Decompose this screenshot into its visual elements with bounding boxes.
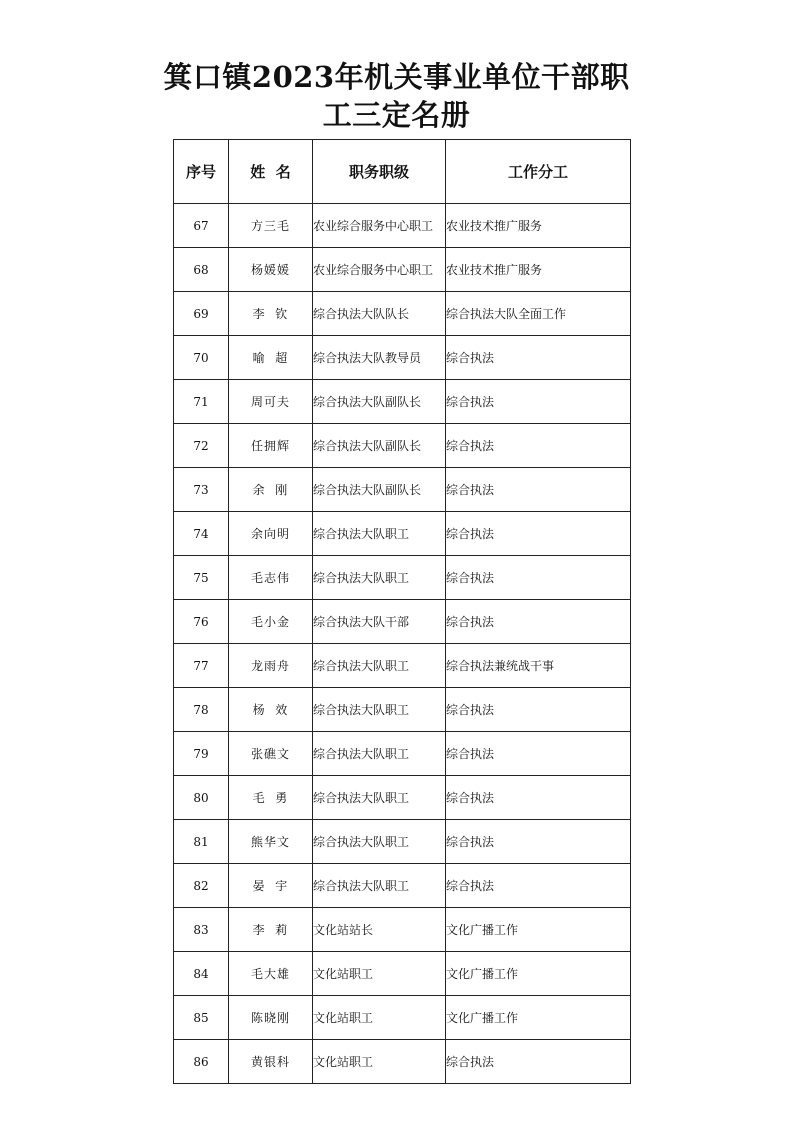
cell-position: 文化站职工 xyxy=(313,952,446,996)
cell-serial-number: 80 xyxy=(174,776,229,820)
cell-serial-number: 68 xyxy=(174,248,229,292)
cell-serial-number: 78 xyxy=(174,688,229,732)
cell-duty: 农业技术推广服务 xyxy=(446,204,631,248)
title-line-2: 工三定名册 xyxy=(322,98,471,132)
cell-position: 综合执法大队职工 xyxy=(313,776,446,820)
cell-position: 综合执法大队副队长 xyxy=(313,468,446,512)
header-duty: 工作分工 xyxy=(446,140,631,204)
cell-name: 杨媛媛 xyxy=(229,248,313,292)
cell-name: 李 莉 xyxy=(229,908,313,952)
table-row xyxy=(174,424,631,468)
cell-position: 综合执法大队职工 xyxy=(313,644,446,688)
cell-serial-number: 77 xyxy=(174,644,229,688)
cell-serial-number: 76 xyxy=(174,600,229,644)
cell-duty: 综合执法 xyxy=(446,600,631,644)
cell-name: 张礁文 xyxy=(229,732,313,776)
table-row xyxy=(174,600,631,644)
table-row xyxy=(174,644,631,688)
cell-position: 农业综合服务中心职工 xyxy=(313,204,446,248)
table-row xyxy=(174,336,631,380)
table-row xyxy=(174,864,631,908)
cell-serial-number: 85 xyxy=(174,996,229,1040)
cell-name: 毛 勇 xyxy=(229,776,313,820)
table-row xyxy=(174,512,631,556)
cell-position: 综合执法大队干部 xyxy=(313,600,446,644)
cell-serial-number: 74 xyxy=(174,512,229,556)
cell-name: 龙雨舟 xyxy=(229,644,313,688)
table-row xyxy=(174,556,631,600)
cell-duty: 综合执法 xyxy=(446,512,631,556)
cell-position: 农业综合服务中心职工 xyxy=(313,248,446,292)
cell-position: 综合执法大队职工 xyxy=(313,556,446,600)
table-row xyxy=(174,468,631,512)
cell-duty: 综合执法 xyxy=(446,820,631,864)
cell-serial-number: 70 xyxy=(174,336,229,380)
cell-duty: 综合执法 xyxy=(446,688,631,732)
cell-position: 综合执法大队副队长 xyxy=(313,424,446,468)
cell-duty: 综合执法大队全面工作 xyxy=(446,292,631,336)
cell-position: 文化站职工 xyxy=(313,1040,446,1084)
document-title xyxy=(0,58,793,134)
cell-position: 综合执法大队副队长 xyxy=(313,380,446,424)
cell-duty: 文化广播工作 xyxy=(446,996,631,1040)
cell-name: 余向明 xyxy=(229,512,313,556)
table-row xyxy=(174,732,631,776)
cell-name: 余 刚 xyxy=(229,468,313,512)
cell-position: 综合执法大队职工 xyxy=(313,512,446,556)
cell-serial-number: 79 xyxy=(174,732,229,776)
table-row xyxy=(174,204,631,248)
table-header-row xyxy=(174,140,631,204)
header-serial-number: 序号 xyxy=(174,140,229,204)
cell-position: 综合执法大队职工 xyxy=(313,820,446,864)
cell-name: 方三毛 xyxy=(229,204,313,248)
cell-name: 周可夫 xyxy=(229,380,313,424)
cell-serial-number: 69 xyxy=(174,292,229,336)
cell-name: 李 钦 xyxy=(229,292,313,336)
cell-serial-number: 81 xyxy=(174,820,229,864)
cell-duty: 综合执法 xyxy=(446,468,631,512)
table-row xyxy=(174,908,631,952)
table-row xyxy=(174,1040,631,1084)
table-row xyxy=(174,820,631,864)
cell-name: 熊华文 xyxy=(229,820,313,864)
staff-roster-table xyxy=(173,139,631,1084)
cell-duty: 综合执法 xyxy=(446,732,631,776)
cell-duty: 综合执法 xyxy=(446,864,631,908)
cell-serial-number: 71 xyxy=(174,380,229,424)
cell-duty: 综合执法 xyxy=(446,424,631,468)
cell-serial-number: 83 xyxy=(174,908,229,952)
cell-duty: 综合执法 xyxy=(446,776,631,820)
cell-serial-number: 82 xyxy=(174,864,229,908)
header-name: 姓 名 xyxy=(229,140,313,204)
cell-name: 毛大雄 xyxy=(229,952,313,996)
cell-duty: 综合执法 xyxy=(446,1040,631,1084)
cell-serial-number: 75 xyxy=(174,556,229,600)
table-row xyxy=(174,380,631,424)
table-row xyxy=(174,292,631,336)
title-line-1: 箕口镇2023年机关事业单位干部职 xyxy=(163,60,630,94)
cell-name: 陈晓刚 xyxy=(229,996,313,1040)
table-row xyxy=(174,688,631,732)
table-row xyxy=(174,952,631,996)
cell-duty: 综合执法 xyxy=(446,380,631,424)
cell-serial-number: 72 xyxy=(174,424,229,468)
cell-name: 晏 宇 xyxy=(229,864,313,908)
cell-duty: 农业技术推广服务 xyxy=(446,248,631,292)
table-row xyxy=(174,996,631,1040)
cell-duty: 综合执法 xyxy=(446,336,631,380)
cell-serial-number: 86 xyxy=(174,1040,229,1084)
cell-name: 毛小金 xyxy=(229,600,313,644)
cell-duty: 综合执法 xyxy=(446,556,631,600)
cell-duty: 文化广播工作 xyxy=(446,908,631,952)
table-body xyxy=(174,204,631,1084)
table-row xyxy=(174,248,631,292)
cell-name: 毛志伟 xyxy=(229,556,313,600)
cell-position: 综合执法大队职工 xyxy=(313,688,446,732)
cell-name: 任拥辉 xyxy=(229,424,313,468)
cell-position: 综合执法大队队长 xyxy=(313,292,446,336)
cell-duty: 综合执法兼统战干事 xyxy=(446,644,631,688)
cell-serial-number: 84 xyxy=(174,952,229,996)
header-position: 职务职级 xyxy=(313,140,446,204)
cell-position: 文化站职工 xyxy=(313,996,446,1040)
cell-name: 喻 超 xyxy=(229,336,313,380)
cell-name: 黄银科 xyxy=(229,1040,313,1084)
cell-position: 综合执法大队职工 xyxy=(313,864,446,908)
cell-duty: 文化广播工作 xyxy=(446,952,631,996)
cell-name: 杨 效 xyxy=(229,688,313,732)
cell-serial-number: 67 xyxy=(174,204,229,248)
cell-position: 综合执法大队教导员 xyxy=(313,336,446,380)
cell-serial-number: 73 xyxy=(174,468,229,512)
cell-position: 文化站站长 xyxy=(313,908,446,952)
cell-position: 综合执法大队职工 xyxy=(313,732,446,776)
table-row xyxy=(174,776,631,820)
